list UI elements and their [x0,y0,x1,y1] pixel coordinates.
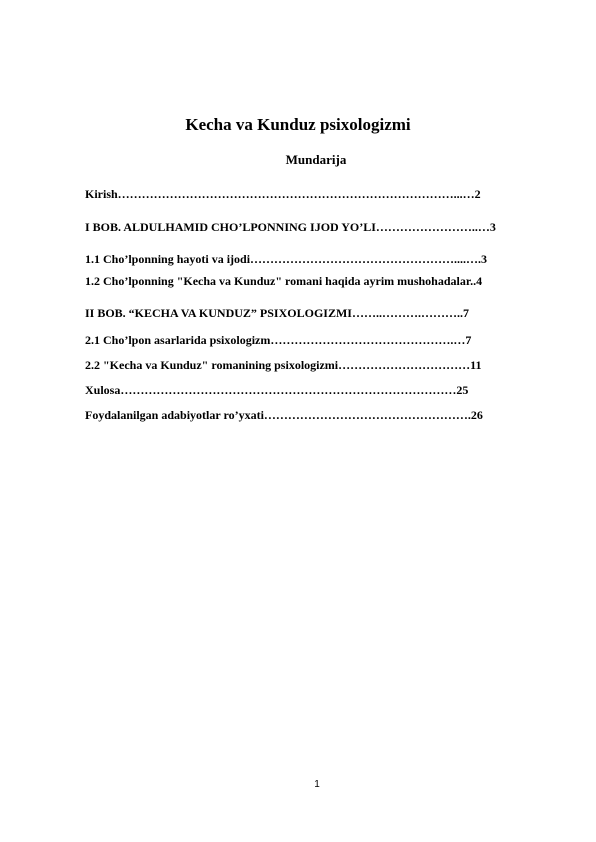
toc-entry-section-2-1: 2.1 Cho’lpon asarlarida psixologizm……………………………………….…7 [85,333,472,347]
toc-entry-section-2-2: 2.2 "Kecha va Kunduz" romanining psixologizmi……………………………11 [85,358,482,372]
toc-entry-bibliography: Foydalanilgan adabiyotlar ro’yxati…………………………………………….26 [85,408,483,422]
toc-entry-section-1-2: 1.2 Cho’lponning "Kecha va Kunduz" romani haqida ayrim mushohadalar..4 [85,274,483,288]
document-title: Kecha va Kunduz psixologizmi [185,115,411,134]
toc-entry-introduction: Kirish…………………………………………………………………………...…2 [85,187,481,201]
toc-entry-chapter-2: II BOB. “KECHA VA KUNDUZ” PSIXOLOGIZMI……..……….………..7 [85,306,469,320]
toc-entry-section-1-1: 1.1 Cho’lponning hayoti va ijodi……………………………………………....….3 [85,252,488,266]
toc-entry-conclusion: Xulosa…………………………………………………………………………25 [85,383,469,397]
toc-entry-chapter-1: I BOB. ALDULHAMID CHO’LPONNING IJOD YO’LI……………………..…3 [85,220,496,234]
toc-heading: Mundarija [285,152,347,167]
page-number: 1 [314,779,320,790]
